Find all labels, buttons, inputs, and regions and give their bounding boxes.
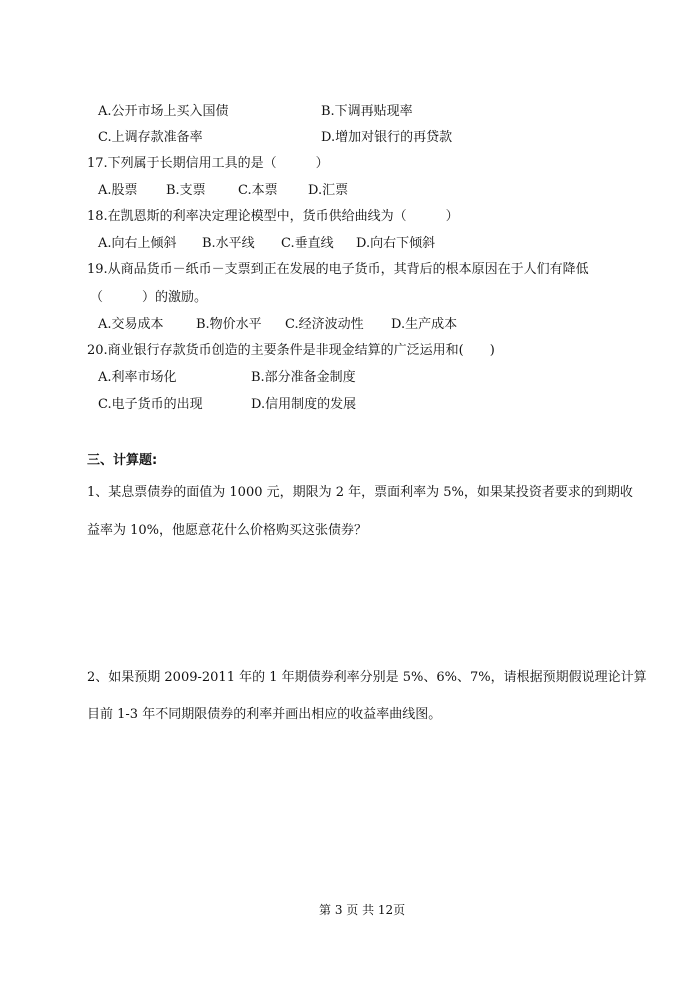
q17-option-d: D.汇票 <box>308 183 349 198</box>
q19-stem-line1: 19.从商品货币－纸币－支票到正在发展的电子货币，其背后的根本原因在于人们有降低 <box>87 262 589 277</box>
q18-option-a: A.向右上倾斜 <box>98 236 177 251</box>
calc-question-1-line1: 1、某息票债券的面值为 1000 元，期限为 2 年，票面利率为 5%，如果某投资者要求的到期收 <box>87 485 633 500</box>
q16-option-c: C.上调存款准备率 <box>98 130 203 145</box>
q19-stem-line2: （ ）的激励。 <box>90 290 208 305</box>
q18-stem: 18.在凯恩斯的利率决定理论模型中，货币供给曲线为（ ） <box>87 209 459 224</box>
q17-option-c: C.本票 <box>238 183 278 198</box>
q16-option-b: B.下调再贴现率 <box>321 104 413 119</box>
q19-option-d: D.生产成本 <box>391 317 458 332</box>
calc-question-1-line2: 益率为 10%，他愿意花什么价格购买这张债券？ <box>87 523 368 538</box>
q18-option-b: B.水平线 <box>202 236 255 251</box>
q17-option-b: B.支票 <box>166 183 206 198</box>
q20-option-b: B.部分准备金制度 <box>251 370 356 385</box>
q16-option-a: A.公开市场上买入国债 <box>98 104 229 119</box>
q20-option-a: A.利率市场化 <box>98 370 177 385</box>
q17-option-a: A.股票 <box>98 183 138 198</box>
q20-option-c: C.电子货币的出现 <box>98 397 203 412</box>
q18-option-c: C.垂直线 <box>281 236 334 251</box>
q20-stem: 20.商业银行存款货币创造的主要条件是非现金结算的广泛运用和( ) <box>87 343 495 358</box>
q20-option-d: D.信用制度的发展 <box>251 397 357 412</box>
q19-option-c: C.经济波动性 <box>285 317 364 332</box>
q17-stem: 17.下列属于长期信用工具的是（ ） <box>87 156 329 171</box>
calc-question-2-line1: 2、如果预期 2009-2011 年的 1 年期债券利率分别是 5%、6%、7%，请根据预期假说理论计算 <box>87 670 647 685</box>
page-number: 第 3 页 共 12页 <box>319 903 406 917</box>
q19-option-a: A.交易成本 <box>98 317 164 332</box>
q16-option-d: D.增加对银行的再贷款 <box>321 130 453 145</box>
section-heading: 三、计算题: <box>87 453 158 468</box>
q19-option-b: B.物价水平 <box>196 317 262 332</box>
calc-question-2-line2: 目前 1-3 年不同期限债券的利率并画出相应的收益率曲线图。 <box>87 707 442 722</box>
q18-option-d: D.向右下倾斜 <box>356 236 436 251</box>
